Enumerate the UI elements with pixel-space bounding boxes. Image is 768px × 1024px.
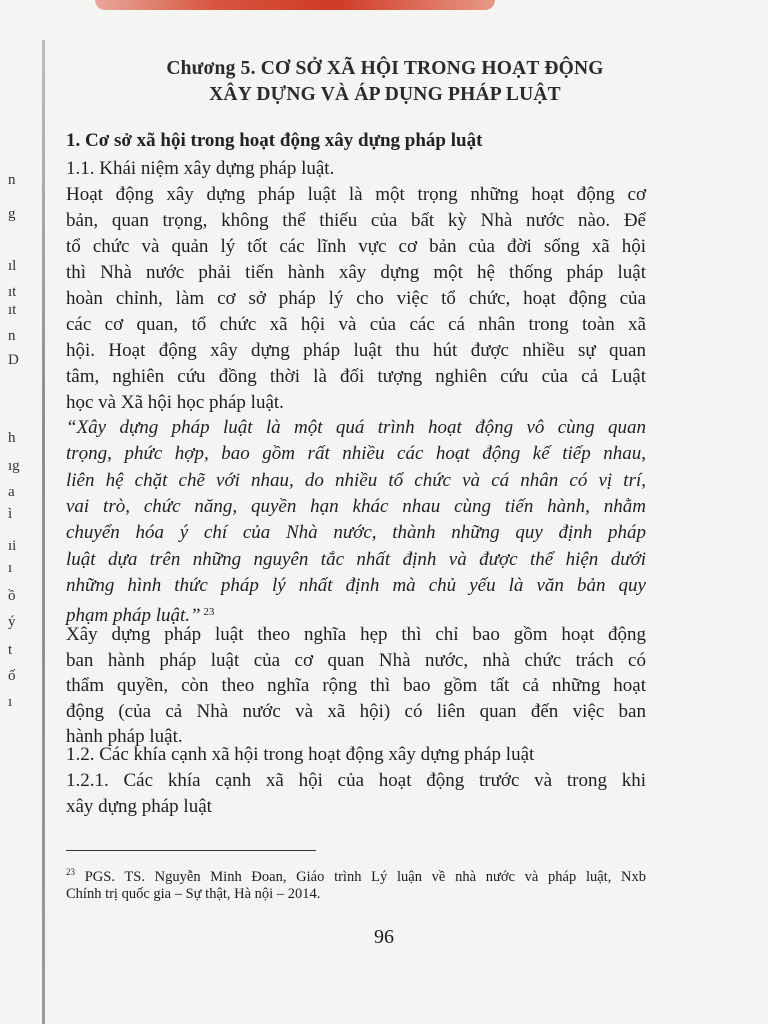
margin-fragment: ồ	[8, 588, 16, 604]
footnote-line2: Chính trị quốc gia – Sự thật, Hà nội – 2014.	[66, 886, 321, 902]
margin-fragment: t	[8, 642, 13, 658]
margin-fragment: ì	[8, 506, 13, 522]
margin-fragment: ố	[8, 668, 16, 684]
footnote-number: 23	[66, 867, 75, 877]
quote-line-6: luật dựa trên những nguyên tắc nhất định và được thể hiện dưới	[66, 548, 646, 570]
margin-fragment: ıt	[8, 302, 17, 318]
quote-line-3: liên hệ chặt chẽ với nhau, do nhiều tổ chức và cá nhân có vị trí,	[66, 469, 646, 491]
paragraph-1-line-7: hội. Hoạt động xây dựng pháp luật thu hút được nhiều sự quan	[66, 340, 646, 361]
margin-fragment: h	[8, 430, 16, 446]
paragraph-1-line-6: các cơ quan, tổ chức xã hội và của các cá nhân trong toàn xã	[66, 314, 646, 335]
paragraph-1-line-1: Hoạt động xây dựng pháp luật là một trọng những hoạt động cơ	[66, 184, 646, 205]
quote-line-7: những hình thức pháp lý nhất định mà chủ yếu là văn bản quy	[66, 574, 646, 596]
quote-line-5: chuyển hóa ý chí của Nhà nước, thành những quy định pháp	[66, 522, 646, 544]
subheading-1-2-1-line1: 1.2.1. Các khía cạnh xã hội của hoạt động trước và trong khi	[66, 770, 646, 791]
quote-line-1: “Xây dựng pháp luật là một quá trình hoạt động vô cùng quan	[66, 417, 646, 438]
subheading-1-1: 1.1. Khái niệm xây dựng pháp luật.	[66, 158, 335, 179]
margin-fragment: ý	[8, 614, 16, 630]
margin-fragment: n	[8, 172, 16, 188]
quote-line-8: phạm pháp luật.” $^{23}$	[66, 605, 215, 627]
paragraph-2-line-1: Xây dựng pháp luật theo nghĩa hẹp thì chỉ bao gồm hoạt động	[66, 624, 646, 645]
paragraph-2-line-4: động (của cả Nhà nước và xã hội) có liên quan đến việc ban	[66, 700, 646, 722]
subheading-1-2-1-line2: xây dựng pháp luật	[66, 796, 212, 817]
page-spine-shadow	[42, 40, 45, 1024]
paragraph-2-line-3: thẩm quyền, còn theo nghĩa rộng thì bao gồm tất cả những hoạt	[66, 675, 646, 696]
paragraph-1-line-3: tổ chức và quản lý tốt các lĩnh vực cơ bản của đời sống xã hội	[66, 236, 646, 257]
paragraph-1-line-5: hoàn chỉnh, làm cơ sở pháp lý cho việc tổ chức, hoạt động của	[66, 288, 646, 309]
paragraph-1-line-2: bản, quan trọng, không thể thiếu của bất kỳ Nhà nước nào. Để	[66, 210, 646, 231]
margin-fragment: ı	[8, 694, 13, 710]
margin-fragment: n	[8, 328, 16, 344]
section-heading-1: 1. Cơ sở xã hội trong hoạt động xây dựng pháp luật	[66, 130, 483, 151]
red-book-edge	[95, 0, 495, 10]
quote-line-4: vai trò, chức năng, quyền hạn khác nhau cùng tiến hành, nhằm	[66, 495, 646, 517]
chapter-title-line1: Chương 5. CƠ SỞ XÃ HỘI TRONG HOẠT ĐỘNG	[166, 58, 604, 79]
page-number: 96	[374, 926, 394, 948]
footnote-divider	[66, 850, 316, 851]
quote-line-2: trọng, phức hợp, bao gồm rất nhiều các hoạt động kế tiếp nhau,	[66, 443, 646, 465]
chapter-title-line2: XÂY DỰNG VÀ ÁP DỤNG PHÁP LUẬT	[209, 84, 561, 105]
margin-fragment: ıt	[8, 284, 17, 300]
margin-fragment: D	[8, 352, 19, 368]
footnote-reference: 23	[200, 606, 215, 619]
margin-fragment: ıi	[8, 538, 17, 554]
paragraph-1-line-8: tâm, nghiên cứu đồng thời là đối tượng nghiên cứu của cả Luật	[66, 366, 646, 387]
margin-fragment: ıl	[8, 258, 17, 274]
margin-fragment: a	[8, 484, 15, 500]
footnote-text-1: PGS. TS. Nguyễn Minh Đoan, Giáo trình Lý luận về nhà nước và pháp luật, Nxb	[84, 868, 646, 885]
margin-fragment: ıg	[8, 458, 20, 474]
margin-fragment: ı	[8, 560, 13, 576]
subheading-1-2: 1.2. Các khía cạnh xã hội trong hoạt động xây dựng pháp luật	[66, 744, 535, 765]
paragraph-1-line-4: thì Nhà nước phải tiến hành xây dựng một hệ thống pháp luật	[66, 262, 646, 283]
paragraph-1-line-9: học và Xã hội học pháp luật.	[66, 392, 284, 413]
margin-fragment: g	[8, 206, 16, 222]
paragraph-2-line-5: hành pháp luật.	[66, 726, 183, 747]
paragraph-2-line-2: ban hành pháp luật của cơ quan Nhà nước, nhà chức trách có	[66, 649, 646, 671]
